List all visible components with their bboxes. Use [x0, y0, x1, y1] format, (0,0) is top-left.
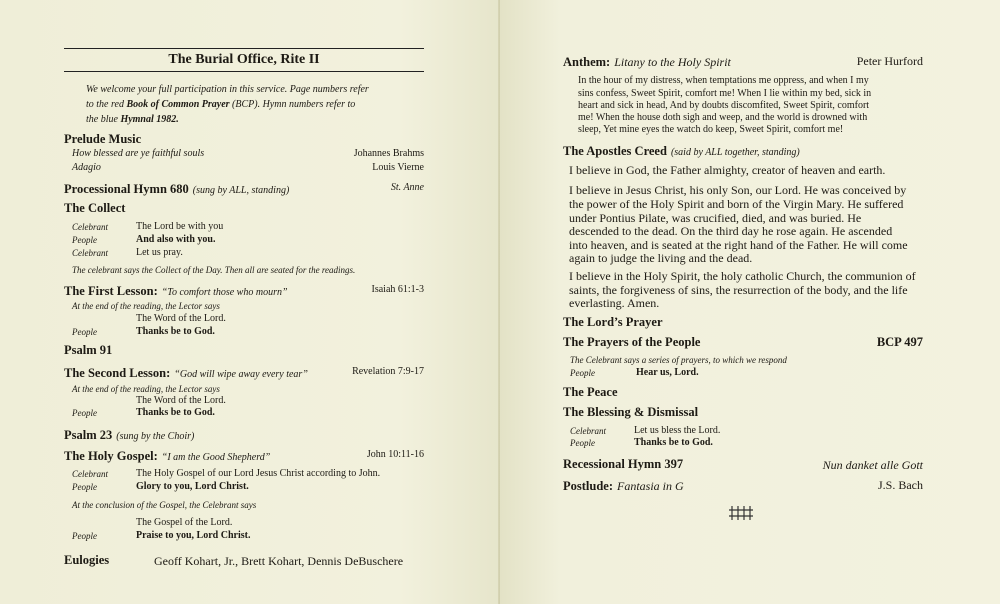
- first-lesson-response: Thanks be to God.: [136, 326, 215, 337]
- blessing-role-2: People: [570, 438, 595, 448]
- processional-tune: St. Anne: [390, 182, 424, 193]
- creed-p3-line-2: saints, the forgiveness of sins, the resurrection of the body, and the life: [569, 283, 908, 297]
- prayers-role: People: [570, 368, 595, 378]
- anthem-line-1: In the hour of my distress, when temptations me oppress, and when I my: [578, 75, 869, 86]
- collect-role-3: Celebrant: [72, 248, 108, 258]
- second-lesson-row: The Second Lesson: “God will wipe away every tear”: [64, 366, 308, 380]
- prelude-item-2-composer: Louis Vierne: [372, 162, 424, 173]
- second-lesson-response: Thanks be to God.: [136, 407, 215, 418]
- creed-row: The Apostles Creed (said by ALL together, standing): [563, 144, 800, 158]
- prelude-heading: Prelude Music: [64, 132, 142, 146]
- first-lesson-versicle: The Word of the Lord.: [136, 313, 226, 324]
- prelude-item-1-composer: Johannes Brahms: [353, 148, 424, 159]
- welcome-line-3: the blue Hymnal 1982.: [86, 114, 179, 125]
- creed-p3-line-1: I believe in the Holy Spirit, the holy catholic Church, the communion of: [569, 269, 916, 283]
- creed-paragraph-1: I believe in God, the Father almighty, creator of heaven and earth.: [569, 163, 886, 177]
- anthem-line-4: me! When the house doth sigh and weep, and the world is drowned with: [578, 112, 868, 123]
- creed-p2-line-3: under Pontius Pilate, was crucified, died, and was buried. He: [569, 211, 862, 225]
- anthem-line-3: heart and sick in head, And by doubts discomfited, Sweet Spirit, comfort: [578, 100, 870, 111]
- postlude-row: Postlude: Fantasia in G: [563, 479, 684, 493]
- ornament-icon: [728, 505, 754, 521]
- gospel-text-1: The Holy Gospel of our Lord Jesus Christ according to John.: [136, 468, 381, 479]
- first-lesson-ref: Isaiah 61:1-3: [371, 284, 424, 295]
- prayers-response: Hear us, Lord.: [636, 367, 699, 378]
- prayers-ref: BCP 497: [876, 335, 923, 349]
- eulogies-names: Geoff Kohart, Jr., Brett Kohart, Dennis DeBuschere: [154, 554, 404, 568]
- peace-heading: The Peace: [563, 385, 618, 399]
- welcome-line-1: We welcome your full participation in this service. Page numbers refer: [86, 84, 369, 95]
- collect-role-2: People: [72, 235, 97, 245]
- welcome-line-2: to the red Book of Common Prayer (BCP). Hymn numbers refer to: [86, 99, 356, 110]
- gospel-ref: John 10:11-16: [366, 449, 424, 460]
- creed-p3-line-3: everlasting. Amen.: [569, 296, 660, 310]
- first-lesson-role: People: [72, 327, 97, 337]
- anthem-composer: Peter Hurford: [856, 54, 923, 68]
- processional-row: Processional Hymn 680 (sung by ALL, standing): [64, 182, 290, 196]
- collect-text-2: And also with you.: [136, 234, 216, 245]
- gospel-role-3: People: [72, 531, 97, 541]
- recessional-tune: Nun danket alle Gott: [822, 458, 923, 472]
- gospel-response: Praise to you, Lord Christ.: [136, 530, 251, 541]
- collect-heading: The Collect: [64, 201, 126, 215]
- creed-p2-line-6: again to judge the living and the dead.: [569, 251, 753, 265]
- gospel-versicle: The Gospel of the Lord.: [136, 517, 233, 528]
- prayers-rubric: The Celebrant says a series of prayers, to which we respond: [570, 355, 787, 365]
- psalm-91: Psalm 91: [64, 343, 113, 357]
- anthem-row: Anthem: Litany to the Holy Spirit: [563, 55, 731, 69]
- second-lesson-rubric: At the end of the reading, the Lector says: [72, 384, 220, 394]
- creed-p2-line-4: descended to the dead. On the third day he rose again. He ascended: [569, 224, 893, 238]
- psalm-23-row: Psalm 23 (sung by the Choir): [64, 428, 195, 442]
- gospel-row: The Holy Gospel: “I am the Good Shepherd”: [64, 449, 271, 463]
- blessing-text-1: Let us bless the Lord.: [634, 425, 721, 436]
- second-lesson-ref: Revelation 7:9-17: [352, 366, 424, 377]
- collect-text-1: The Lord be with you: [136, 221, 224, 232]
- second-lesson-versicle: The Word of the Lord.: [136, 395, 226, 406]
- page-title: The Burial Office, Rite II: [64, 48, 424, 72]
- creed-p2-line-1: I believe in Jesus Christ, his only Son, our Lord. He was conceived by: [569, 183, 907, 197]
- gospel-text-2: Glory to you, Lord Christ.: [136, 481, 249, 492]
- prelude-item-2-title: Adagio: [72, 162, 101, 173]
- collect-rubric: The celebrant says the Collect of the Day. Then all are seated for the readings.: [72, 265, 356, 275]
- postlude-composer: J.S. Bach: [878, 478, 923, 492]
- gospel-role-1: Celebrant: [72, 469, 108, 479]
- prayers-heading: The Prayers of the People: [563, 335, 701, 349]
- creed-p2-line-2: the power of the Holy Spirit and born of the Virgin Mary. He suffered: [569, 197, 904, 211]
- lords-prayer-heading: The Lord’s Prayer: [563, 315, 663, 329]
- blessing-text-2: Thanks be to God.: [634, 437, 713, 448]
- recessional-heading: Recessional Hymn 397: [563, 457, 684, 471]
- gospel-rubric: At the conclusion of the Gospel, the Celebrant says: [72, 500, 257, 510]
- first-lesson-row: The First Lesson: “To comfort those who mourn”: [64, 284, 288, 298]
- anthem-line-5: sleep, Yet mine eyes the watch do keep, Sweet Spirit, comfort me!: [578, 124, 844, 135]
- second-lesson-role: People: [72, 408, 97, 418]
- collect-text-3: Let us pray.: [136, 247, 183, 258]
- blessing-role-1: Celebrant: [570, 426, 606, 436]
- first-lesson-rubric: At the end of the reading, the Lector says: [72, 301, 220, 311]
- gospel-role-2: People: [72, 482, 97, 492]
- prelude-item-1-title: How blessed are ye faithful souls: [72, 148, 205, 159]
- anthem-line-2: sins confess, Sweet Spirit, comfort me! When I lie within my bed, sick in: [578, 88, 872, 99]
- eulogies-heading: Eulogies: [64, 553, 110, 567]
- collect-role-1: Celebrant: [72, 222, 108, 232]
- blessing-heading: The Blessing & Dismissal: [563, 405, 699, 419]
- creed-p2-line-5: into heaven, and is seated at the right hand of the Father. He will come: [569, 238, 908, 252]
